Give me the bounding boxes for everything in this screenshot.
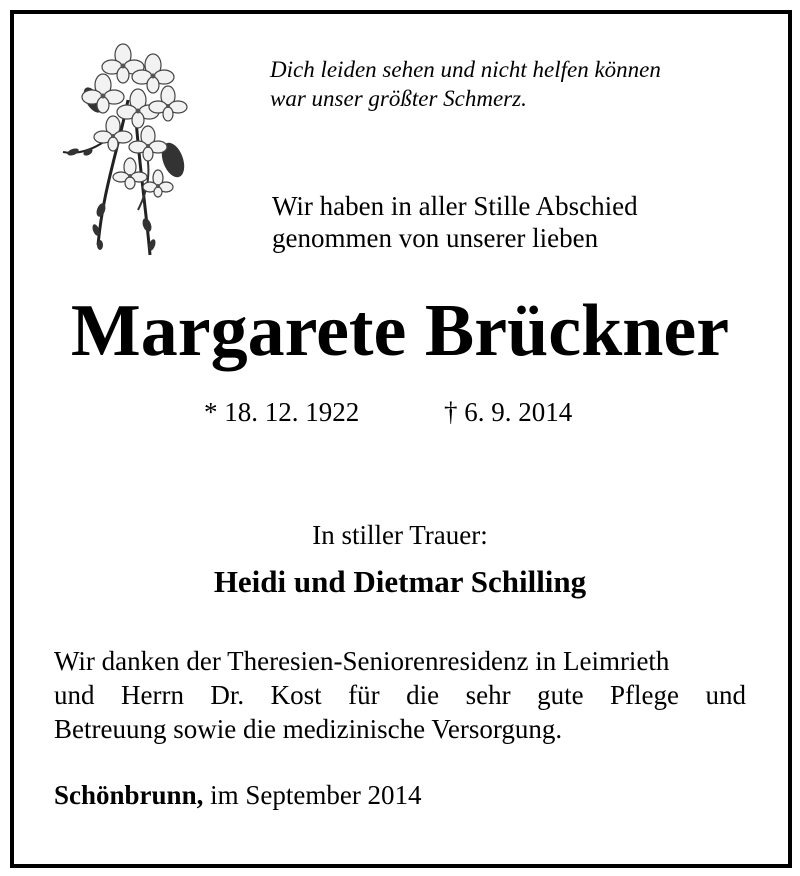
intro-text — [272, 190, 638, 254]
intro-line-1: Wir haben in aller Stille Abschied — [272, 191, 638, 221]
thanks-paragraph — [54, 644, 746, 746]
quote-line-2: war unser größter Schmerz. — [270, 86, 527, 111]
intro-line-2: genommen von unserer lieben — [272, 223, 599, 253]
death-date: † 6. 9. 2014 — [444, 397, 573, 427]
mourners-names: Heidi und Dietmar Schilling — [213, 564, 587, 599]
closing-date: im September 2014 — [203, 780, 422, 810]
deceased-name: Margarete Brückner — [70, 290, 730, 372]
quote — [270, 55, 661, 113]
birth-date: * 18. 12. 1922 — [204, 397, 360, 427]
orchid-bouquet-icon — [58, 40, 198, 260]
mourning-label: In stiller Trauer: — [312, 520, 488, 550]
quote-line-1: Dich leiden sehen und nicht helfen können — [270, 57, 661, 82]
thanks-line-2: und Herrn Dr. Kost für die sehr gute Pflege und — [54, 680, 746, 710]
thanks-line-3: Betreuung sowie die medizinische Versorgung. — [54, 714, 563, 744]
thanks-line-1: Wir danken der Theresien-Seniorenresidenz in Leimrieth — [54, 646, 670, 676]
closing-line — [54, 778, 422, 812]
closing-place: Schönbrunn, — [54, 780, 204, 810]
